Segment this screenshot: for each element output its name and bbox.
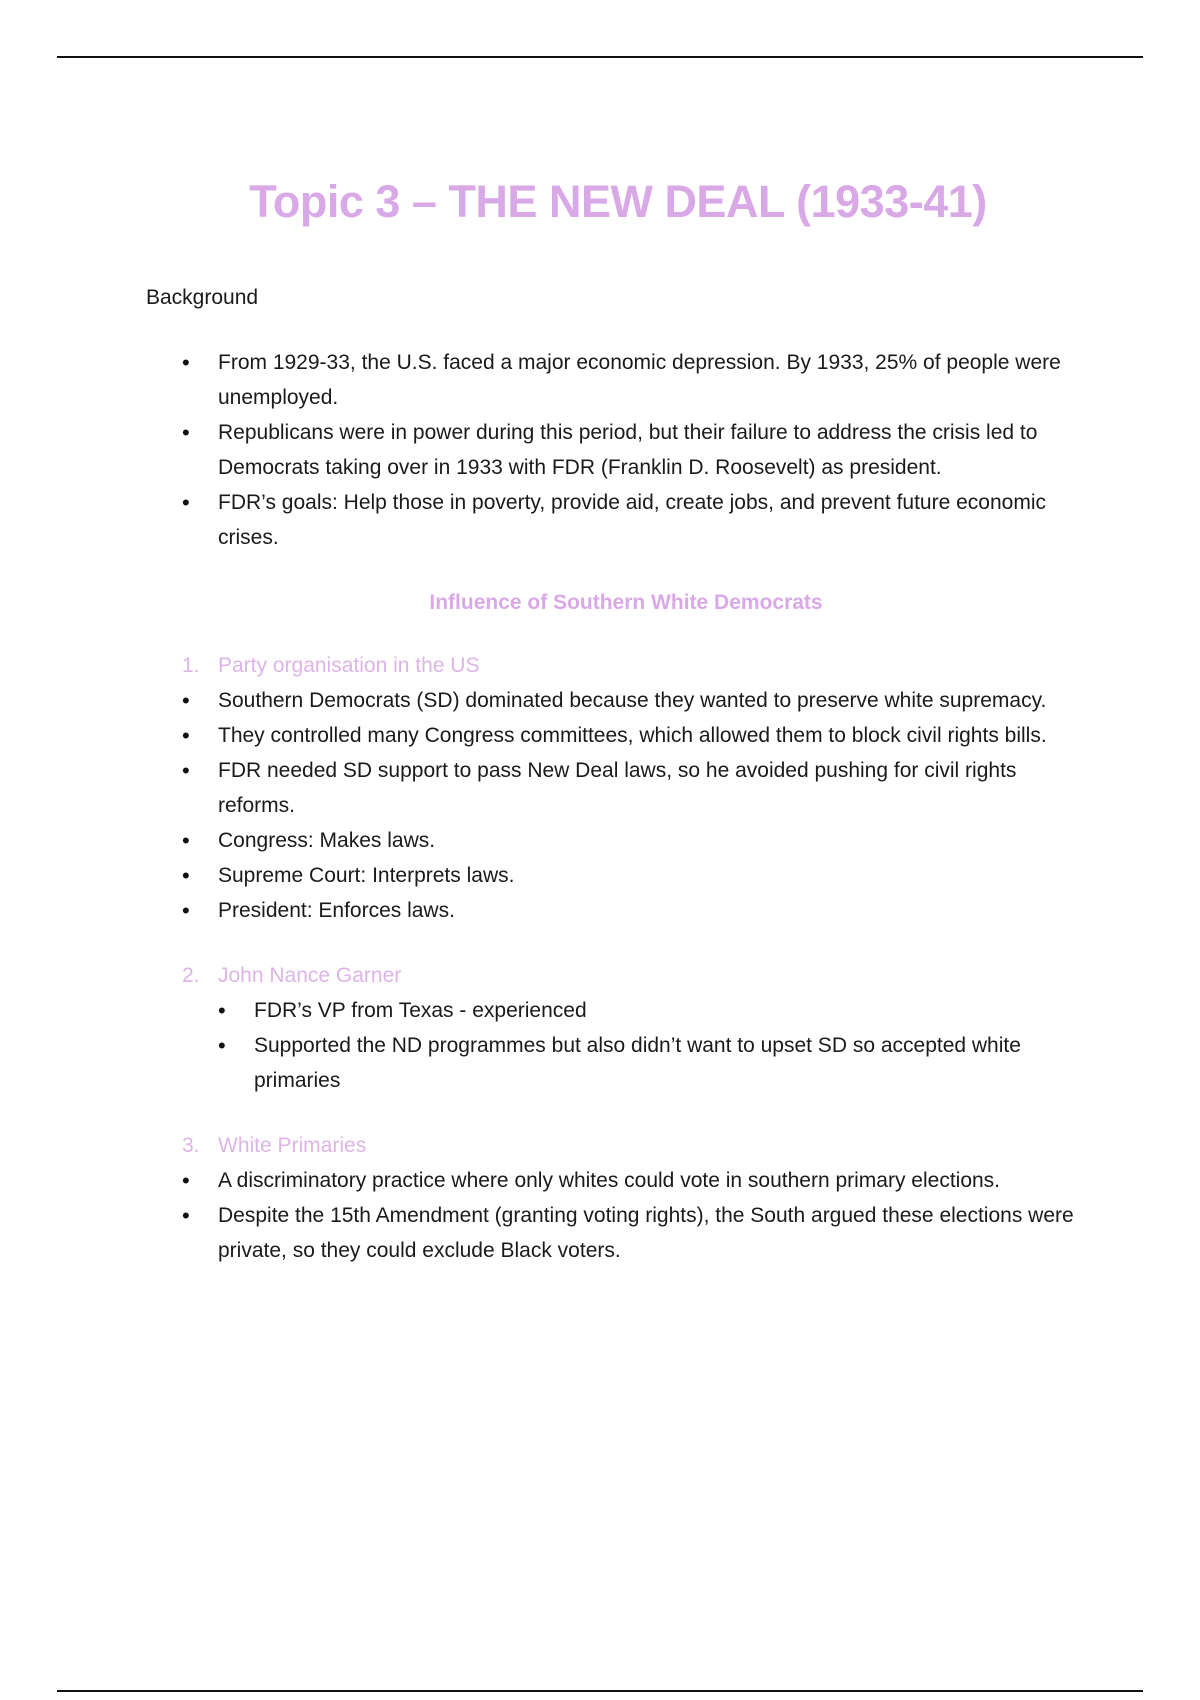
list-item: • Congress: Makes laws. [218, 823, 1096, 858]
top-rule [57, 56, 1143, 58]
spacer [146, 1098, 1096, 1128]
heading-text: John Nance Garner [218, 964, 402, 987]
list-item: • Southern Democrats (SD) dominated because they wanted to preserve white supremacy. [218, 683, 1096, 718]
list-item: • FDR’s goals: Help those in poverty, provide aid, create jobs, and prevent future economic crises. [218, 485, 1096, 555]
list-item: • Despite the 15th Amendment (granting voting rights), the South argued these elections were private, so they could exclude Black voters. [218, 1198, 1096, 1268]
heading-number: 2. [182, 964, 200, 987]
numbered-heading-1 [146, 648, 1096, 683]
list-item: • Supreme Court: Interprets laws. [218, 858, 1096, 893]
section-3-list [146, 1163, 1096, 1268]
section-2-list [146, 993, 1096, 1098]
section-1-list [146, 683, 1096, 928]
numbered-heading-3 [146, 1128, 1096, 1163]
list-item: • FDR’s VP from Texas - experienced [254, 993, 1096, 1028]
document-body [146, 280, 1096, 1268]
list-item: • Republicans were in power during this period, but their failure to address the crisis led to Democrats taking over in 1933 with FDR (Franklin D. Roosevelt) as president. [218, 415, 1096, 485]
background-label: Background [146, 286, 259, 309]
list-item: • Supported the ND programmes but also didn’t want to upset SD so accepted white primaries [254, 1028, 1096, 1098]
heading-text: Party organisation in the US [218, 654, 480, 677]
numbered-heading-2 [146, 958, 1096, 993]
list-item: • They controlled many Congress committees, which allowed them to block civil rights bills. [218, 718, 1096, 753]
bottom-rule [57, 1690, 1143, 1692]
page-title: Topic 3 – THE NEW DEAL (1933-41) [249, 176, 987, 227]
section-heading: Influence of Southern White Democrats [429, 591, 823, 614]
background-list [146, 345, 1096, 555]
heading-number: 1. [182, 654, 200, 677]
heading-text: White Primaries [218, 1134, 367, 1157]
list-item: • President: Enforces laws. [218, 893, 1096, 928]
list-item: • A discriminatory practice where only whites could vote in southern primary elections. [218, 1163, 1096, 1198]
list-item: • FDR needed SD support to pass New Deal laws, so he avoided pushing for civil rights reforms. [218, 753, 1096, 823]
heading-number: 3. [182, 1134, 200, 1157]
spacer [146, 928, 1096, 958]
list-item: • From 1929-33, the U.S. faced a major economic depression. By 1933, 25% of people were unemployed. [218, 345, 1096, 415]
